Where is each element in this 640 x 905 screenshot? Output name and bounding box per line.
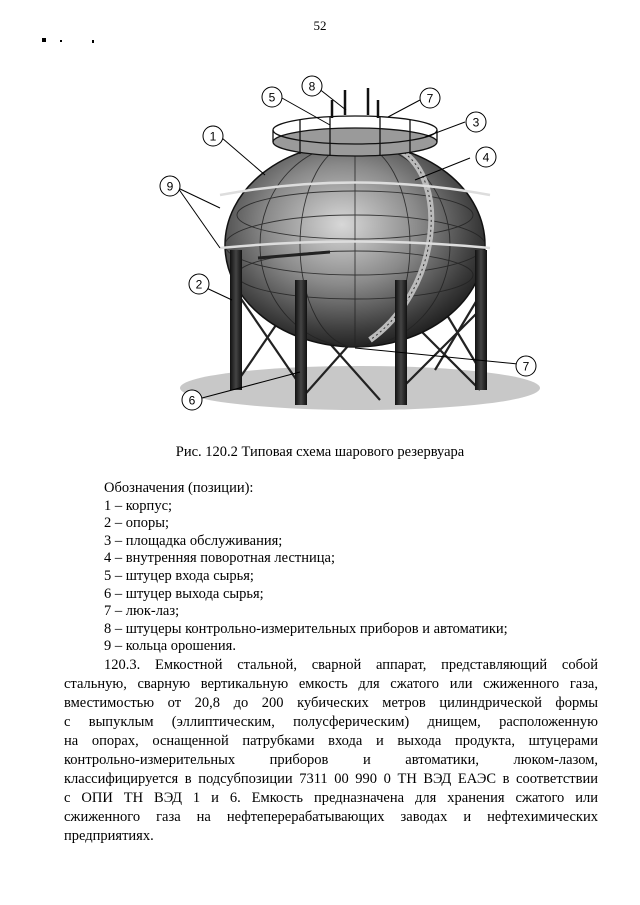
svg-text:7: 7 (426, 91, 434, 106)
legend-item: 4 – внутренняя поворотная лестница; (104, 550, 335, 567)
legend-item: 6 – штуцер выхода сырья; (104, 585, 264, 602)
paragraph-line: стальную, сварную вертикальную емкость для сжатого или сжиженного газа, (64, 676, 598, 692)
callout-8 (302, 76, 322, 96)
top-nozzles (332, 88, 378, 118)
legend (104, 480, 604, 656)
callout-7-top (420, 88, 440, 108)
legend-item: 5 – штуцер входа сырья; (104, 567, 254, 584)
paragraph-line: контрольно-измерительных приборов и автоматики, люком-лазом, (64, 752, 598, 768)
svg-text:8: 8 (308, 79, 316, 94)
scan-speck (60, 40, 62, 42)
callout-9 (160, 176, 180, 196)
callout-3 (466, 112, 486, 132)
callout-4 (476, 147, 496, 167)
legend-item: 2 – опоры; (104, 515, 170, 532)
paragraph-line: с ОПИ ТН ВЭД 1 и 6. Емкость предназначена для хранения сжатого или (64, 790, 598, 806)
callout-6 (182, 390, 202, 410)
callout-7-bottom (516, 356, 536, 376)
callout-1 (203, 126, 223, 146)
svg-text:2: 2 (195, 277, 203, 292)
body-paragraph (64, 656, 598, 846)
callout-5 (262, 87, 282, 107)
svg-text:5: 5 (268, 90, 276, 105)
paragraph-line: классифицируется в подсубпозиции 7311 00 990 0 ТН ВЭД ЕАЭС в соответствии (64, 771, 598, 787)
paragraph-line: предприятиях. (64, 828, 154, 844)
svg-text:9: 9 (166, 179, 174, 194)
svg-text:4: 4 (482, 150, 490, 165)
legend-item: 7 – люк-лаз; (104, 603, 180, 620)
legend-item: 3 – площадка обслуживания; (104, 532, 283, 549)
legend-title: Обозначения (позиции): (104, 480, 254, 496)
paragraph-line: вместимостью от 20,8 до 200 кубических метров цилиндрической формы (64, 695, 598, 711)
paragraph-line: с выпуклым (эллиптическим, полусферическим) днищем, расположенную (64, 714, 598, 730)
page-number: 52 (313, 18, 327, 33)
callout-2 (189, 274, 209, 294)
legend-item: 9 – кольца орошения. (104, 638, 236, 655)
paragraph-line: сжиженного газа на нефтеперерабатывающих заводах и нефтехимических (64, 809, 598, 825)
spherical-tank-figure (150, 70, 550, 425)
svg-text:3: 3 (472, 115, 480, 130)
figure-caption: Рис. 120.2 Типовая схема шарового резервуара (175, 444, 465, 460)
legend-item: 1 – корпус; (104, 497, 173, 514)
svg-text:6: 6 (188, 393, 196, 408)
paragraph-line: на опорах, оснащенной патрубками входа и выхода продукта, штуцерами (64, 733, 598, 749)
svg-text:7: 7 (522, 359, 530, 374)
scan-speck (92, 40, 94, 43)
paragraph-line: 120.3. Емкостной стальной, сварной аппарат, представляющий собой (104, 657, 598, 673)
legend-item: 8 – штуцеры контрольно-измерительных приборов и автоматики; (104, 620, 508, 637)
service-platform (273, 116, 437, 156)
scan-speck (42, 38, 46, 42)
svg-text:1: 1 (209, 129, 217, 144)
